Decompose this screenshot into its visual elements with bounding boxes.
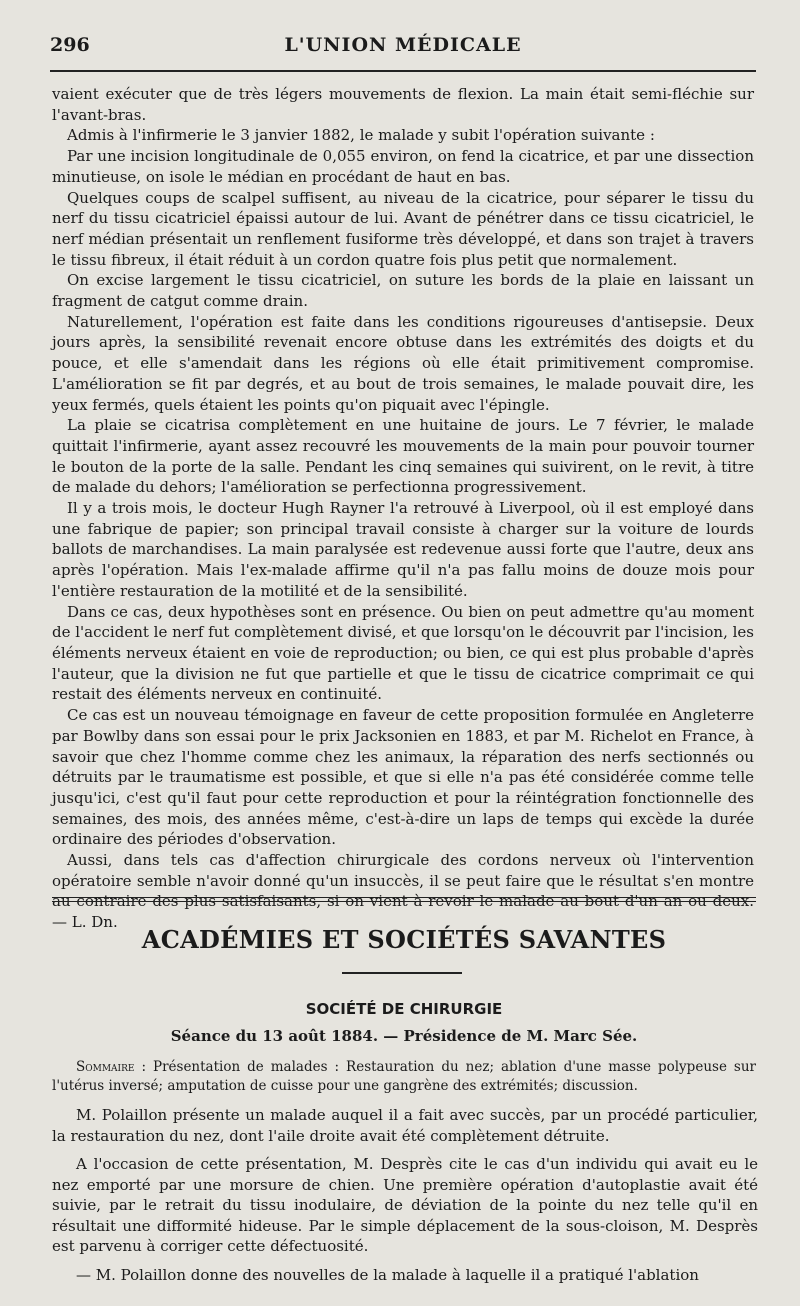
minutes-paragraph: M. Polaillon présente un malade auquel il a fait avec succès, par un procédé particulier, la restauration du nez, dont l'aile droite avait été complètement détruite. <box>52 1106 758 1145</box>
article-paragraph: Aussi, dans tels cas d'affection chirurgicale des cordons nerveux où l'intervention opératoire semble n'avoir donné qu'un insuccès, il se peut faire que le résultat s'en montre au contraire des plus satisfaisants, si on vient à revoir le malade au bout d'un an ou deux. — L. Dn. <box>52 851 754 932</box>
summary-label: Sommaire : <box>76 1059 146 1075</box>
summary-block <box>52 1058 756 1096</box>
article-paragraph: Par une incision longitudinale de 0,055 environ, on fend la cicatrice, et par une dissection minutieuse, on isole le médian en procédant de haut en bas. <box>52 147 754 186</box>
article-paragraph: Il y a trois mois, le docteur Hugh Rayner l'a retrouvé à Liverpool, où il est employé dans une fabrique de papier; son principal travail consiste à charger sur la voiture de lourds ballots de marchandises. La main paralysée est redevenue aussi forte que l'autre, deux ans après l'opération. Mais l'ex-malade affirme qu'il n'a pas fallu moins de douze mois pour l'entière restauration de la motilité et de la sensibilité. <box>52 499 754 600</box>
society-name: SOCIÉTÉ DE CHIRURGIE <box>305 1000 503 1018</box>
article-paragraph: vaient exécuter que de très légers mouvements de flexion. La main était semi-fléchie sur l'avant-bras. <box>52 85 754 124</box>
session-minutes <box>52 1105 758 1293</box>
article-paragraph: Dans ce cas, deux hypothèses sont en présence. Ou bien on peut admettre qu'au moment de l'accident le nerf fut complètement divisé, et que lorsqu'on le découvrit par l'incision, les éléments nerveux étaient en voie de reproduction; ou bien, ce qui est plus probable d'après l'auteur, que la division ne fut que partielle et que le tissu de cicatrice comprimait ce qui restait des éléments nerveux en continuité. <box>52 602 754 704</box>
summary-text: Présentation de malades : Restauration du nez; ablation d'une masse polypeuse sur l'utérus inversé; amputation de cuisse pour une gangrène des extrémités; discussion. <box>52 1059 756 1094</box>
title-rule <box>342 972 462 974</box>
page-number: 296 <box>50 34 90 56</box>
minutes-paragraph: — M. Polaillon donne des nouvelles de la malade à laquelle il a pratiqué l'ablation <box>76 1265 699 1284</box>
article-paragraph: Quelques coups de scalpel suffisent, au niveau de la cicatrice, pour séparer le tissu du nerf du tissu cicatriciel épaissi autour de lui. Avant de pénétrer dans ce tissu cicatriciel, le nerf médian présentait un renflement fusiforme très développé, et dans son trajet à travers le tissu fibreux, il était réduit à un cordon quatre fois plus petit que normalement. <box>52 188 754 269</box>
running-title: L'UNION MÉDICALE <box>284 34 522 56</box>
article-paragraph: Naturellement, l'opération est faite dans les conditions rigoureuses d'antisepsie. Deux jours après, la sensibilité revenait encore obtuse dans les extrémités des doigts et du pouce, et elle s'amendait dans les régions où elle était primitivement compromise. L'amélioration se fit par degrés, et au bout de trois semaines, le malade pouvait dire, les yeux fermés, quels étaient les points qu'on piquait avec l'épingle. <box>52 312 754 414</box>
header-rule <box>50 70 756 72</box>
article-paragraph: On excise largement le tissu cicatriciel, on suture les bords de la plaie en laissant un fragment de catgut comme drain. <box>52 271 754 311</box>
article-body <box>52 84 754 933</box>
article-paragraph: Ce cas est un nouveau témoignage en faveur de cette proposition formulée en Angleterre par Bowlby dans son essai pour le prix Jacksonien en 1883, et par M. Richelot en France, à savoir que chez l'homme comme chez les animaux, la réparation des nerfs sectionnés ou détruits par le traumatisme est possible, et que si elle n'a pas été considérée comme telle jusqu'ici, c'est qu'il faut pour cette reproduction et pour la réintégration fonctionnelle des semaines, des mois, des années même, c'est-à-dire un laps de temps qui excède la durée ordinaire des périodes d'observation. <box>52 706 754 849</box>
article-paragraph: Admis à l'infirmerie le 3 janvier 1882, le malade y subit l'opération suivante : <box>67 126 655 145</box>
section-divider-bottom <box>52 901 756 902</box>
session-line: Séance du 13 août 1884. — Présidence de M. Marc Sée. <box>170 1027 638 1045</box>
minutes-paragraph: A l'occasion de cette présentation, M. Desprès cite le cas d'un individu qui avait eu le nez emporté par une morsure de chien. Une première opération d'autoplastie avait été suivie, par le retrait du tissu inodulaire, de déviation de la pointe du nez telle qu'il en résultait une difformité hideuse. Par le simple déplacement de la sous-cloison, M. Desprès est parvenu à corriger cette défectuosité. <box>52 1155 758 1255</box>
page-header <box>50 32 756 62</box>
section-title: ACADÉMIES ET SOCIÉTÉS SAVANTES <box>141 925 667 954</box>
section-divider-top <box>52 897 756 898</box>
article-paragraph: La plaie se cicatrisa complètement en une huitaine de jours. Le 7 février, le malade quittait l'infirmerie, ayant assez recouvré les mouvements de la main pour pouvoir tourner le bouton de la porte de la salle. Pendant les cinq semaines qui suivirent, on le revit, à titre de malade du dehors; l'amélioration se perfectionna progressivement. <box>52 416 754 497</box>
